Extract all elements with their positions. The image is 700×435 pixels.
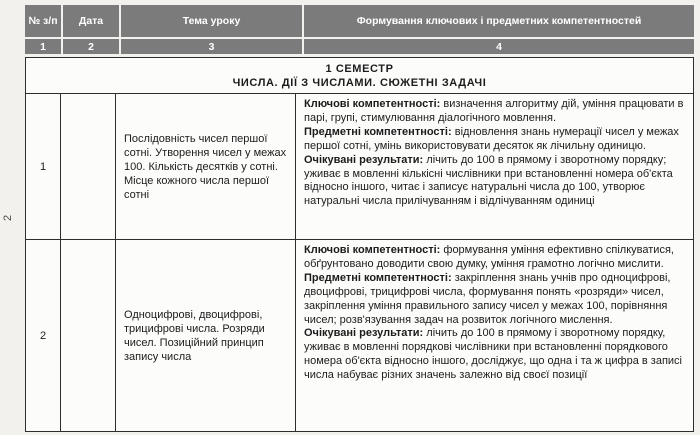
semester-band	[26, 58, 694, 94]
row-number-cell: 1	[26, 94, 61, 240]
competency-text: відновлення знань нумерації чисел у межах першої сотні, умінь використовувати десяток як лічильну одиницю.	[304, 125, 679, 152]
row-number-cell: 2	[26, 240, 61, 432]
col-header-date: Дата	[63, 5, 119, 37]
page-number: 2	[2, 214, 14, 221]
competency-paragraph	[304, 244, 685, 272]
competency-label: Предметні компетентності:	[304, 125, 452, 138]
competency-text: визначення алгоритму дій, уміння працювати в парі, групі, стимулювання діалогічного мовлення.	[304, 98, 684, 124]
competency-text: формування уміння ефективно спілкуватися, обґрунтовано доводити свою думку, уміння грамотно логічно мислити.	[304, 244, 674, 270]
competencies-cell	[296, 94, 694, 240]
table-row	[26, 240, 694, 432]
topic-cell: Одноцифрові, двоцифрові, трицифрові числа. Розряди чисел. Позиційний принцип запису числа	[116, 240, 296, 432]
competency-label: Ключові компетентності:	[304, 244, 441, 256]
competency-text: лічить до 100 в прямому і зворотному порядку, уживає в мовленні порядкові числівники при встановленні порядкового номера об'єкта відносно іншого, досліджує, що одна і та ж цифра в записі числа набуває різних значень залежно від своєї позиції	[304, 327, 682, 382]
semester-title: 1 СЕМЕСТР	[325, 62, 394, 75]
col-header-topic: Тема уроку	[121, 5, 302, 37]
competency-label: Ключові компетентності:	[304, 98, 441, 110]
topic-cell: Послідовність чисел першої сотні. Утворення чисел у межах 100. Кількість десятків у сотні. Місце кожного числа першої сотні	[116, 94, 296, 240]
competency-text: закріплення знань учнів про одноцифрові, двоцифрові, трицифрові числа, формування понять «розряди» чисел, закріплення уміння правильного запису чисел у межах 100, порівняння чисел; розв'язування задач на розвиток логічного мислення.	[304, 271, 671, 326]
date-cell	[61, 240, 116, 432]
competencies-cell	[296, 240, 694, 432]
col-index-4: 4	[304, 39, 694, 54]
table-header	[25, 5, 694, 54]
col-index-2: 2	[63, 39, 119, 54]
semester-subtitle: ЧИСЛА. ДІЇ З ЧИСЛАМИ. СЮЖЕТНІ ЗАДАЧІ	[232, 76, 487, 89]
competency-paragraph	[304, 154, 685, 210]
table-row	[26, 94, 694, 240]
lesson-plan-sheet	[25, 5, 694, 432]
col-index-3: 3	[121, 39, 302, 54]
competency-paragraph	[304, 98, 685, 126]
competency-paragraph	[304, 327, 685, 383]
col-header-competencies: Формування ключових і предметних компетентностей	[304, 5, 694, 37]
col-header-number: № з/п	[25, 5, 61, 37]
competency-paragraph	[304, 126, 685, 154]
col-index-1: 1	[25, 39, 61, 54]
date-cell	[61, 94, 116, 240]
competency-label: Предметні компетентності:	[304, 271, 452, 284]
competency-label: Очікувані результати:	[304, 327, 424, 340]
competency-label: Очікувані результати:	[304, 153, 424, 166]
competency-paragraph	[304, 272, 685, 328]
semester-row	[26, 58, 694, 94]
competency-text: лічить до 100 в прямому і зворотному порядку; уживає в мовленні кількісні числівники при встановленні номера об'єкта відносно іншого, читає і записує натуральні числа до 100, утворює натуральні числа прилічуванням і відлічуванням одиниці	[304, 153, 673, 208]
lesson-table	[25, 57, 694, 432]
